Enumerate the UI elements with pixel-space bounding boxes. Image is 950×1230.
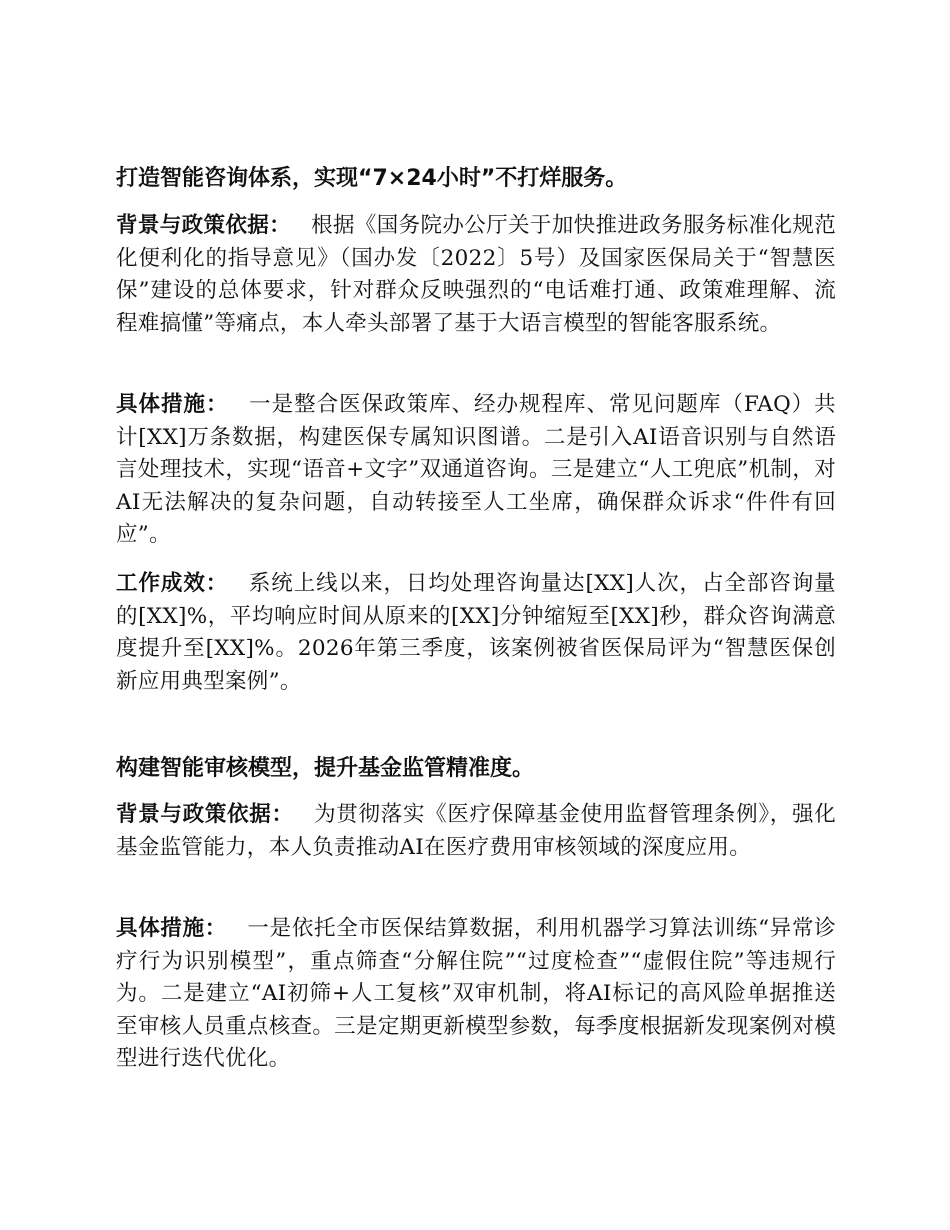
paragraph-results-1 (116, 568, 836, 698)
results-text: 系统上线以来，日均处理咨询量达[XX]人次，占全部咨询量的[XX]%，平均响应时间从原来的[XX]分钟缩短至[XX]秒，群众咨询满意度提升至[XX]%。2026年第三季度，该案例被省医保局评为“智慧医保创新应用典型案例”。 (116, 571, 836, 694)
background-text: 根据《国务院办公厅关于加快推进政务服务标准化规范化便利化的指导意见》（国办发〔2022〕5号）及国家医保局关于“智慧医保”建设的总体要求，针对群众反映强烈的“电话难打通、政策难理解、流程难搞懂”等痛点，本人牵头部署了基于大语言模型的智能客服系统。 (116, 213, 836, 336)
label-measures: 具体措施： (116, 392, 229, 417)
paragraph-background-1 (116, 210, 836, 340)
paragraph-measures-2 (116, 913, 836, 1076)
paragraph-background-2 (116, 799, 836, 864)
measures-text: 一是整合医保政策库、经办规程库、常见问题库（FAQ）共计[XX]万条数据，构建医保专属知识图谱。二是引入AI语音识别与自然语言处理技术，实现“语音+文字”双通道咨询。三是建立“人工兜底”机制，对AI无法解决的复杂问题，自动转接至人工坐席，确保群众诉求“件件有回应”。 (116, 392, 836, 547)
label-results: 工作成效： (116, 571, 229, 596)
background-text: 为贯彻落实《医疗保障基金使用监督管理条例》，强化基金监管能力，本人负责推动AI在医疗费用审核领域的深度应用。 (116, 802, 836, 860)
measures-text: 一是依托全市医保结算数据，利用机器学习算法训练“异常诊疗行为识别模型”，重点筛查“分解住院”“过度检查”“虚假住院”等违规行为。二是建立“AI初筛+人工复核”双审机制，将AI标记的高风险单据推送至审核人员重点核查。三是定期更新模型参数，每季度根据新发现案例对模型进行迭代优化。 (116, 916, 836, 1071)
paragraph-measures-1 (116, 389, 836, 552)
label-background: 背景与政策依据： (116, 802, 294, 827)
section-title-smart-consultation: 打造智能咨询体系，实现“7×24小时”不打烊服务。 (116, 166, 628, 191)
section-title-smart-audit: 构建智能审核模型，提升基金监管精准度。 (116, 756, 535, 781)
label-measures: 具体措施： (116, 916, 228, 941)
label-background: 背景与政策依据： (116, 213, 291, 238)
